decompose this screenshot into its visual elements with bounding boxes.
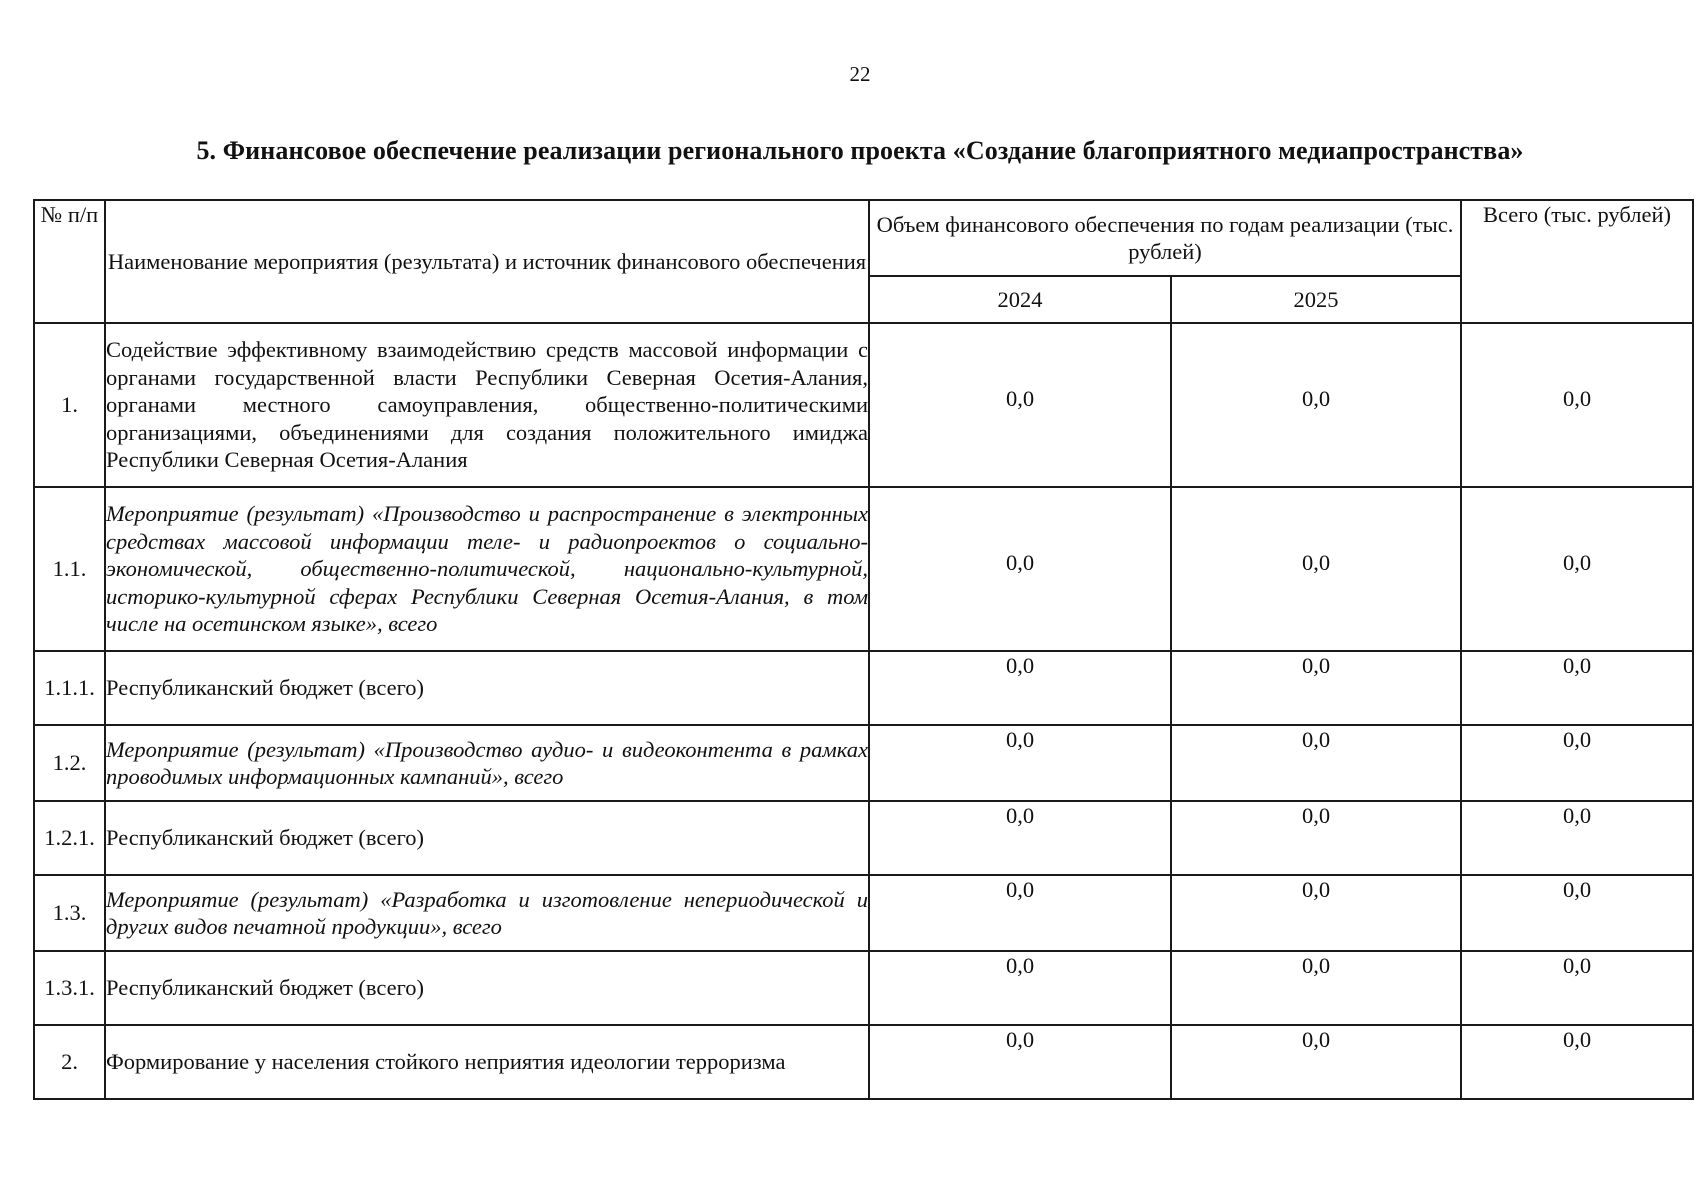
- row-value-2024: 0,0: [869, 801, 1171, 875]
- row-value-total: 0,0: [1461, 951, 1693, 1025]
- header-number: № п/п: [34, 200, 105, 323]
- section-title: 5. Финансовое обеспечение реализации регионального проекта «Создание благоприятного медиапространства»: [196, 136, 1524, 165]
- table-row: [34, 323, 1693, 487]
- table-header-row: [34, 200, 1693, 276]
- row-name: Республиканский бюджет (всего): [105, 951, 869, 1025]
- row-value-2024: 0,0: [869, 323, 1171, 487]
- row-value-2024: 0,0: [869, 651, 1171, 725]
- table-row: [34, 875, 1693, 951]
- row-value-2025: 0,0: [1171, 487, 1461, 651]
- table-row: [34, 951, 1693, 1025]
- row-number: 1.1.: [34, 487, 105, 651]
- row-name: Мероприятие (результат) «Производство и распространение в электронных средствах массовой информации теле- и радиопроектов о социально-экономической, общественно-политической, национально-культурной, историко-культурной сферах Республики Северная Осетия-Алания, в том числе на осетинском языке», всего: [105, 487, 869, 651]
- row-name: Мероприятие (результат) «Разработка и изготовление непериодической и других видов печатной продукции», всего: [105, 875, 869, 951]
- header-volume: Объем финансового обеспечения по годам реализации (тыс. рублей): [869, 200, 1461, 276]
- financing-table: [33, 199, 1694, 1100]
- row-value-total: 0,0: [1461, 875, 1693, 951]
- table-row: [34, 487, 1693, 651]
- header-name: Наименование мероприятия (результата) и источник финансового обеспечения: [105, 200, 869, 323]
- row-value-2024: 0,0: [869, 875, 1171, 951]
- row-value-2024: 0,0: [869, 1025, 1171, 1099]
- row-value-total: 0,0: [1461, 801, 1693, 875]
- header-year-2024: 2024: [869, 276, 1171, 323]
- row-number: 2.: [34, 1025, 105, 1099]
- row-name: Республиканский бюджет (всего): [105, 651, 869, 725]
- row-value-2025: 0,0: [1171, 1025, 1461, 1099]
- row-value-2025: 0,0: [1171, 651, 1461, 725]
- row-number: 1.2.: [34, 725, 105, 801]
- row-value-2025: 0,0: [1171, 323, 1461, 487]
- row-value-total: 0,0: [1461, 487, 1693, 651]
- row-name: Формирование у населения стойкого неприятия идеологии терроризма: [105, 1025, 869, 1099]
- table-row: [34, 801, 1693, 875]
- row-name: Республиканский бюджет (всего): [105, 801, 869, 875]
- row-value-2025: 0,0: [1171, 951, 1461, 1025]
- row-value-2024: 0,0: [869, 725, 1171, 801]
- table-row: [34, 651, 1693, 725]
- row-number: 1.2.1.: [34, 801, 105, 875]
- row-value-2025: 0,0: [1171, 725, 1461, 801]
- row-value-total: 0,0: [1461, 725, 1693, 801]
- row-number: 1.3.1.: [34, 951, 105, 1025]
- row-value-total: 0,0: [1461, 651, 1693, 725]
- row-number: 1.3.: [34, 875, 105, 951]
- table-row: [34, 1025, 1693, 1099]
- row-value-2025: 0,0: [1171, 801, 1461, 875]
- row-value-total: 0,0: [1461, 323, 1693, 487]
- header-total: Всего (тыс. рублей): [1461, 200, 1693, 323]
- row-name: Мероприятие (результат) «Производство аудио- и видеоконтента в рамках проводимых информационных кампаний», всего: [105, 725, 869, 801]
- page-number: 22: [849, 62, 871, 86]
- row-number: 1.1.1.: [34, 651, 105, 725]
- row-value-2024: 0,0: [869, 951, 1171, 1025]
- row-value-2025: 0,0: [1171, 875, 1461, 951]
- header-year-2025: 2025: [1171, 276, 1461, 323]
- row-name: Содействие эффективному взаимодействию средств массовой информации с органами государственной власти Республики Северная Осетия-Алания, органами местного самоуправления, общественно-политическими организациями, объединениями для создания положительного имиджа Республики Северная Осетия-Алания: [105, 323, 869, 487]
- row-value-2024: 0,0: [869, 487, 1171, 651]
- row-value-total: 0,0: [1461, 1025, 1693, 1099]
- table-row: [34, 725, 1693, 801]
- row-number: 1.: [34, 323, 105, 487]
